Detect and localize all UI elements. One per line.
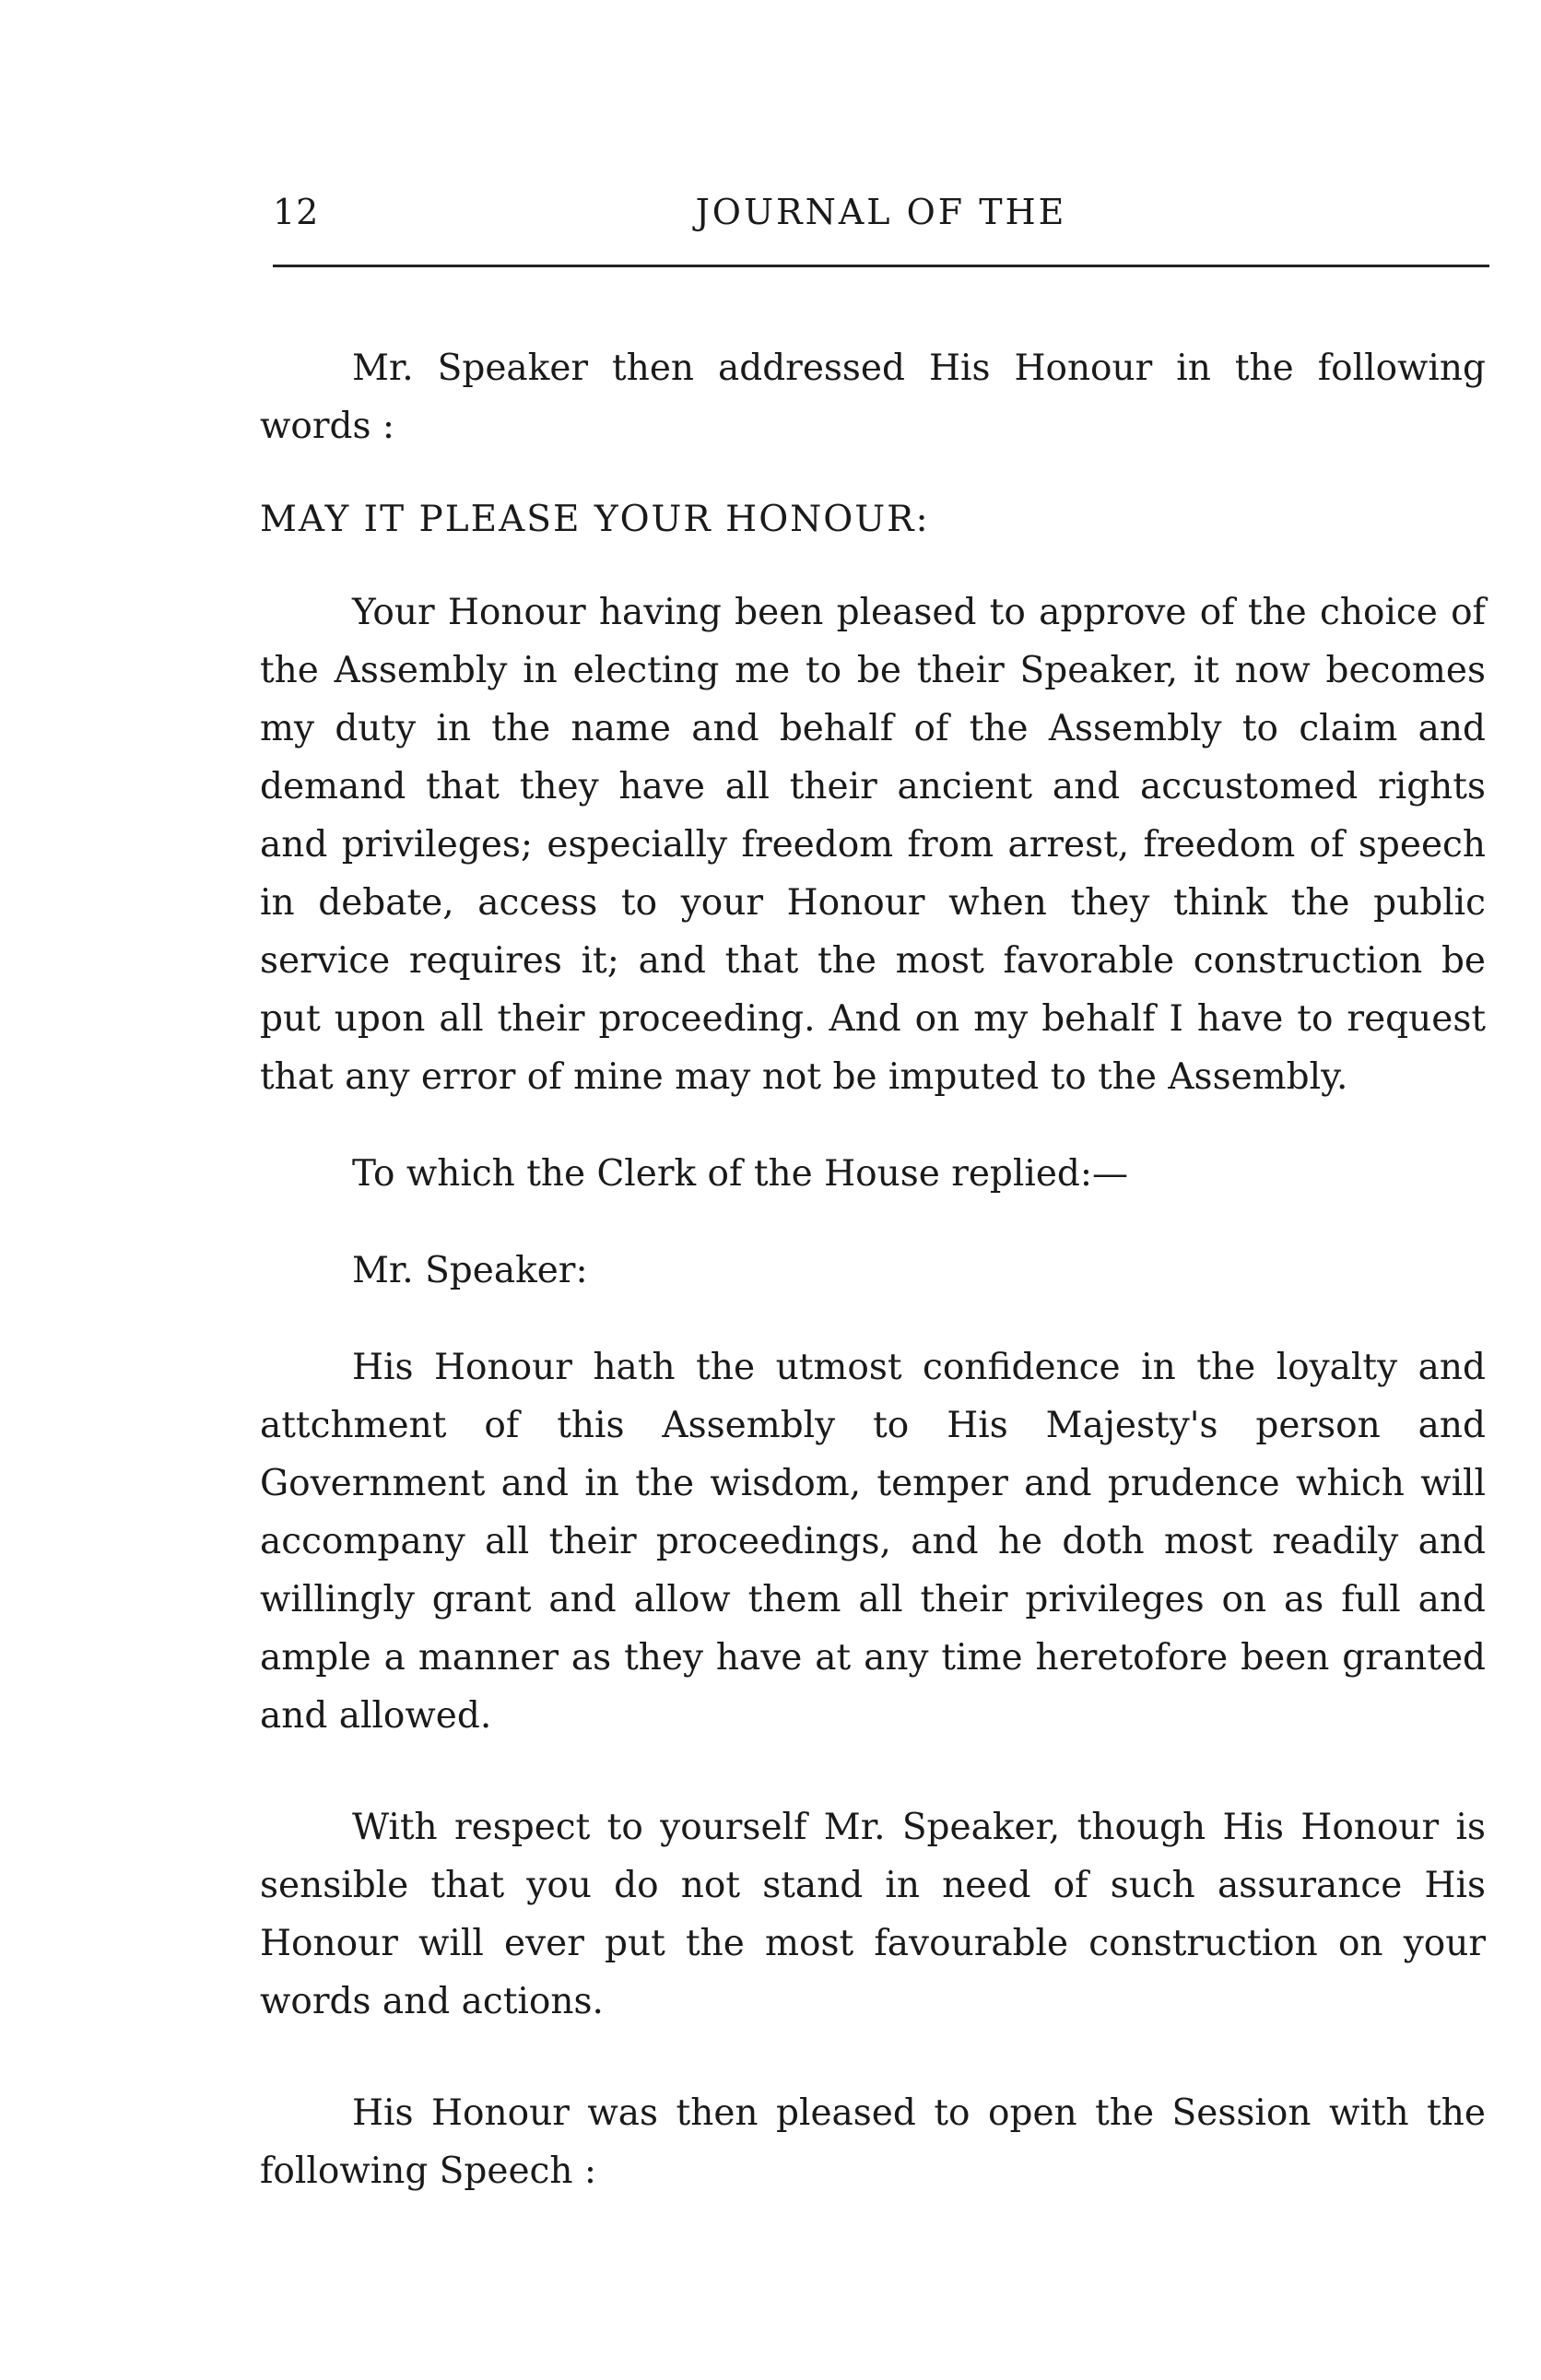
paragraph-mr-speaker: Mr. Speaker: [352, 1250, 588, 1291]
paragraph-speaker-addresses: Mr. Speaker then addressed His Honour in the following words : [260, 348, 1486, 447]
running-head: JOURNAL OF THE [695, 192, 1067, 232]
page-header [273, 192, 1489, 247]
paragraph-speaker-address-text: Your Honour having been pleased to approve of the choice of the Assembly in electing me to be their Speaker, it now becomes my duty in the name and behalf of the Assembly to claim and demand that they have all their ancient and accustomed rights and privileges; especially freedom from arrest, freedom of speech in debate, access to your Honour when they think the public service requires it; and that the most favorable construction be put upon all their proceeding. And on my behalf I have to request that any error of mine may not be imputed to the Assembly. [260, 592, 1486, 1098]
header-rule [273, 265, 1489, 267]
paragraph-honour-confidence: His Honour hath the utmost confidence in the loyalty and attchment of this Assembly to His Majesty's person and Government and in the wisdom, temper and prudence which will accompany all their proceedings, and he doth most readily and willingly grant and allow them all their privileges on as full and ample a manner as they have at any time heretofore been granted and allowed. [260, 1347, 1486, 1737]
page-number: 12 [273, 192, 320, 232]
paragraph-open-session: His Honour was then pleased to open the Session with the following Speech : [260, 2092, 1486, 2192]
salutation-heading: MAY IT PLEASE YOUR HONOUR: [260, 499, 930, 540]
paragraph-clerk-replied: To which the Clerk of the House replied:— [352, 1153, 1129, 1195]
paragraph-respect-to-yourself: With respect to yourself Mr. Speaker, though His Honour is sensible that you do not stand in need of such assurance His Honour will ever put the most favourable construction on your words and actions. [260, 1807, 1486, 2022]
page-body [260, 339, 1486, 2200]
